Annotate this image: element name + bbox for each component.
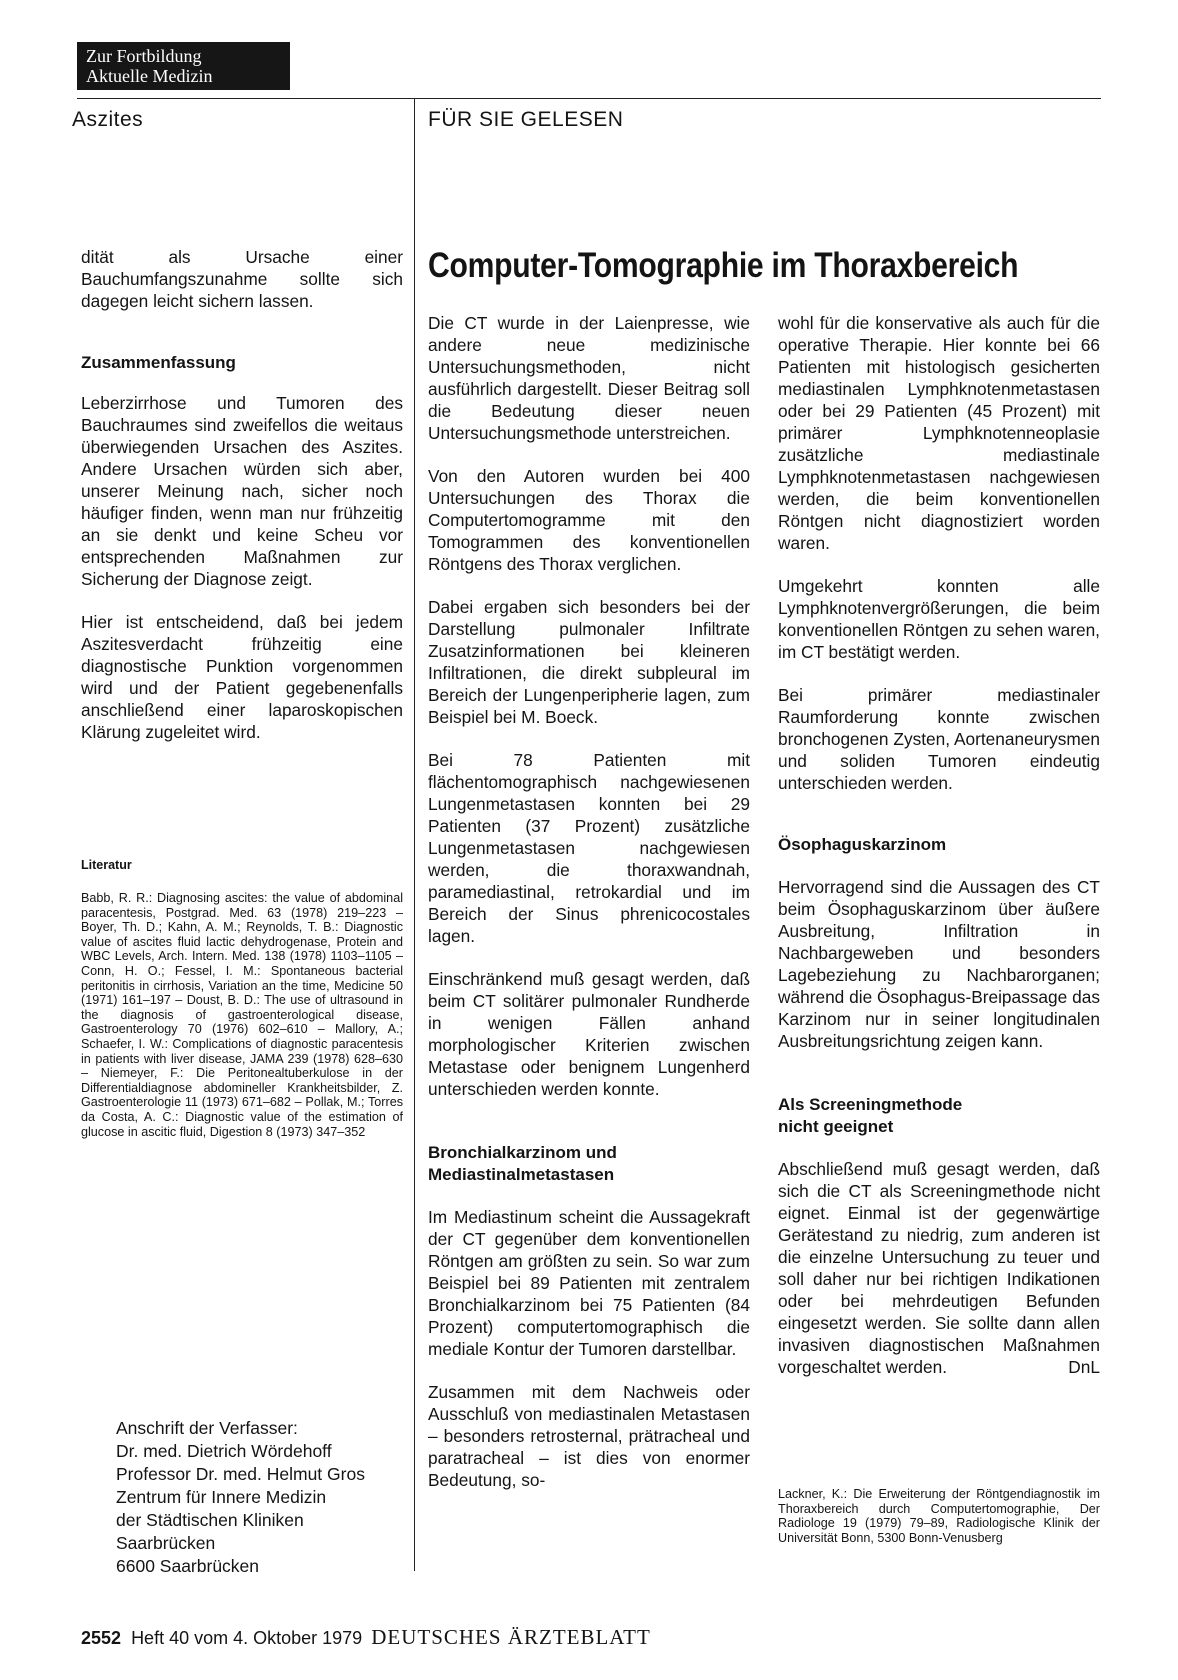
address-line: Anschrift der Verfasser:	[116, 1418, 298, 1438]
article-column-2	[778, 312, 1100, 1399]
badge-line-2: Aktuelle Medizin	[86, 66, 213, 86]
issue-info: Heft 40 vom 4. Oktober 1979	[131, 1628, 363, 1648]
paragraph: Leberzirrhose und Tumoren des Bauchraumes sind zweifellos die weitaus überwiegenden Ursachen des Aszites. Andere Ursachen würden sich aber, unserer Meinung nach, sicher noch häufiger finden, wenn man nur frühzeitig an sie denkt und keine Scheu vor entsprechenden Maßnahmen zur Sicherung der Diagnose zeigt.	[81, 393, 403, 589]
magazine-name: DEUTSCHES ÄRZTEBLATT	[371, 1625, 651, 1649]
section-heading-esophagus: Ösophaguskarzinom	[778, 835, 947, 854]
address-line: Saarbrücken	[116, 1533, 216, 1553]
address-line: Zentrum für Innere Medizin	[116, 1487, 327, 1507]
address-line: 6600 Saarbrücken	[116, 1556, 260, 1576]
closing-text: Abschließend muß gesagt werden, daß sich die CT als Screeningmethode nicht eignet. Einmal ist der gegenwärtige Gerätestand zu niedrig, zum anderen ist die einzelne Untersuchung zu teuer und soll daher nur bei richtigen Indikationen oder bei mehrdeutigen Befunden eingesetzt werden. Sie sollte dann allen invasiven diagnostischen Maßnahmen vorgeschaltet werden.	[778, 1159, 1100, 1377]
paragraph: Einschränkend muß gesagt werden, daß beim CT solitärer pulmonaler Rundherde in wenigen Fällen anhand morphologischer Kriterien zwischen Metastase oder benignem Lungenherd unterschieden werden konnte.	[428, 969, 750, 1099]
paragraph: Im Mediastinum scheint die Aussagekraft der CT gegenüber dem konventionellen Röntgen am größten zu sein. So war zum Beispiel bei 89 Patienten mit zentralem Bronchialkarzinom bei 75 Patienten (84 Prozent) computertomographisch die mediale Kontur der Tumoren darstellbar.	[428, 1207, 750, 1359]
author-address	[116, 1417, 365, 1578]
paragraph: Bei 78 Patienten mit flächentomographisch nachgewiesenen Lungenmetastasen konnten bei 29 Patienten (37 Prozent) zusätzliche Lungenmetastasen nachgewiesen werden, die thoraxwandnah, paramediastinal, retrokardial und im Bereich der Sinus phrenicocostales lagen.	[428, 750, 750, 946]
paragraph: Bei primärer mediastinaler Raumforderung konnte zwischen bronchogenen Zysten, Aortenaneurysmen und soliden Tumoren eindeutig unterschieden werden.	[778, 685, 1100, 793]
section-badge	[77, 42, 290, 90]
header-left: Aszites	[72, 108, 144, 131]
address-line: Professor Dr. med. Helmut Gros	[116, 1464, 365, 1484]
address-line: Dr. med. Dietrich Wördehoff	[116, 1441, 332, 1461]
article-title: Computer-Tomographie im Thoraxbereich	[428, 246, 1019, 285]
paragraph: dität als Ursache einer Bauchumfangszunahme sollte sich dagegen leicht sichern lassen.	[81, 247, 403, 311]
paragraph: Von den Autoren wurden bei 400 Untersuchungen des Thorax die Computertomogramme mit den Tomogrammen des konventionellen Röntgens des Thorax verglichen.	[428, 466, 750, 574]
section-heading-screening: Als Screeningmethode nicht geeignet	[778, 1095, 963, 1136]
article-column-1	[428, 312, 750, 1512]
section-heading-bronchial: Bronchialkarzinom und Mediastinalmetastasen	[428, 1143, 617, 1184]
address-line: der Städtischen Kliniken	[116, 1510, 304, 1530]
section-heading-summary: Zusammenfassung	[81, 353, 236, 372]
badge-line-1: Zur Fortbildung	[86, 46, 202, 66]
article-reference: Lackner, K.: Die Erweiterung der Röntgendiagnostik im Thoraxbereich durch Computertomographie, Der Radiologe 19 (1979) 79–89, Radiologische Klinik der Universität Bonn, 5300 Bonn-Venusberg	[778, 1487, 1100, 1545]
paragraph: Hier ist entscheidend, daß bei jedem Aszitesverdacht frühzeitig eine diagnostische Punktion vorgenommen wird und der Patient gegebenenfalls anschließend einer laparoskopischen Klärung zugeleitet wird.	[81, 612, 403, 742]
paragraph: Die CT wurde in der Laienpresse, wie andere neue medizinische Untersuchungsmethoden, nicht ausführlich dargestellt. Dieser Beitrag soll die Bedeutung dieser neuen Untersuchungsmethode unterstreichen.	[428, 313, 750, 443]
header-right: FÜR SIE GELESEN	[428, 108, 624, 131]
paragraph: Umgekehrt konnten alle Lymphknotenvergrößerungen, die beim konventionellen Röntgen zu sehen waren, im CT bestätigt werden.	[778, 576, 1100, 662]
author-signature: DnL	[1068, 1357, 1100, 1377]
paragraph: wohl für die konservative als auch für die operative Therapie. Hier konnte bei 66 Patienten mit histologisch gesicherten mediastinalen Lymphknotenmetastasen oder bei 29 Patienten (45 Prozent) mit primärer Lymphknotenneoplasie zusätzliche mediastinale Lymphknotenmetastasen nachgewiesen werden, die beim konventionellen Röntgen nicht diagnostiziert worden waren.	[778, 313, 1100, 553]
paragraph-closing	[778, 1158, 1100, 1378]
page-number: 2552	[81, 1628, 122, 1648]
header-rule	[77, 98, 1101, 99]
page-footer	[81, 1625, 651, 1650]
literature-heading: Literatur	[81, 858, 132, 872]
literature-text: Babb, R. R.: Diagnosing ascites: the value of abdominal paracentesis, Postgrad. Med. 63 (1978) 219–223 – Boyer, Th. D.; Kahn, A. M.; Reynolds, T. B.: Diagnostic value of ascites fluid lactic dehydrogenase, Protein and WBC Levels, Arch. Intern. Med. 138 (1978) 1103–1105 – Conn, H. O.; Fessel, I. M.: Spontaneous bacterial peritonitis in cirrhosis, Variation an the time, Medicine 50 (1971) 161–197 – Doust, B. D.: The use of ultrasound in the diagnosis of gastroenterological disease, Gastroenterology 70 (1976) 602–610 – Mallory, A.; Schaefer, I. W.: Complications of diagnostic paracentesis in patients with liver disease, JAMA 239 (1978) 628–630 – Niemeyer, F.: Die Peritonealtuberkulose in der Differentialdiagnose abdomineller Krankheitsbilder, Z. Gastroenterologie 11 (1973) 671–682 – Pollak, M.; Torres da Costa, A. C.: Diagnostic value of the estimation of glucose in ascitic fluid, Digestion 8 (1973) 347–352	[81, 891, 403, 1139]
paragraph: Hervorragend sind die Aussagen des CT beim Ösophaguskarzinom über äußere Ausbreitung, Infiltration in Nachbargeweben und besonders Lagebeziehung zu Nachbarorganen; während die Ösophagus-Breipassage das Karzinom nur in seiner longitudinalen Ausbreitungsrichtung zeigen kann.	[778, 877, 1100, 1051]
left-column	[81, 246, 403, 764]
paragraph: Zusammen mit dem Nachweis oder Ausschluß von mediastinalen Metastasen – besonders retrosternal, prätracheal und paratracheal – ist dies von enormer Bedeutung, so-	[428, 1382, 750, 1490]
column-divider	[414, 98, 415, 1571]
paragraph: Dabei ergaben sich besonders bei der Darstellung pulmonaler Infiltrate Zusatzinformationen bei kleineren Infiltrationen, die direkt subpleural im Bereich der Lungenperipherie lagen, zum Beispiel bei M. Boeck.	[428, 597, 750, 727]
